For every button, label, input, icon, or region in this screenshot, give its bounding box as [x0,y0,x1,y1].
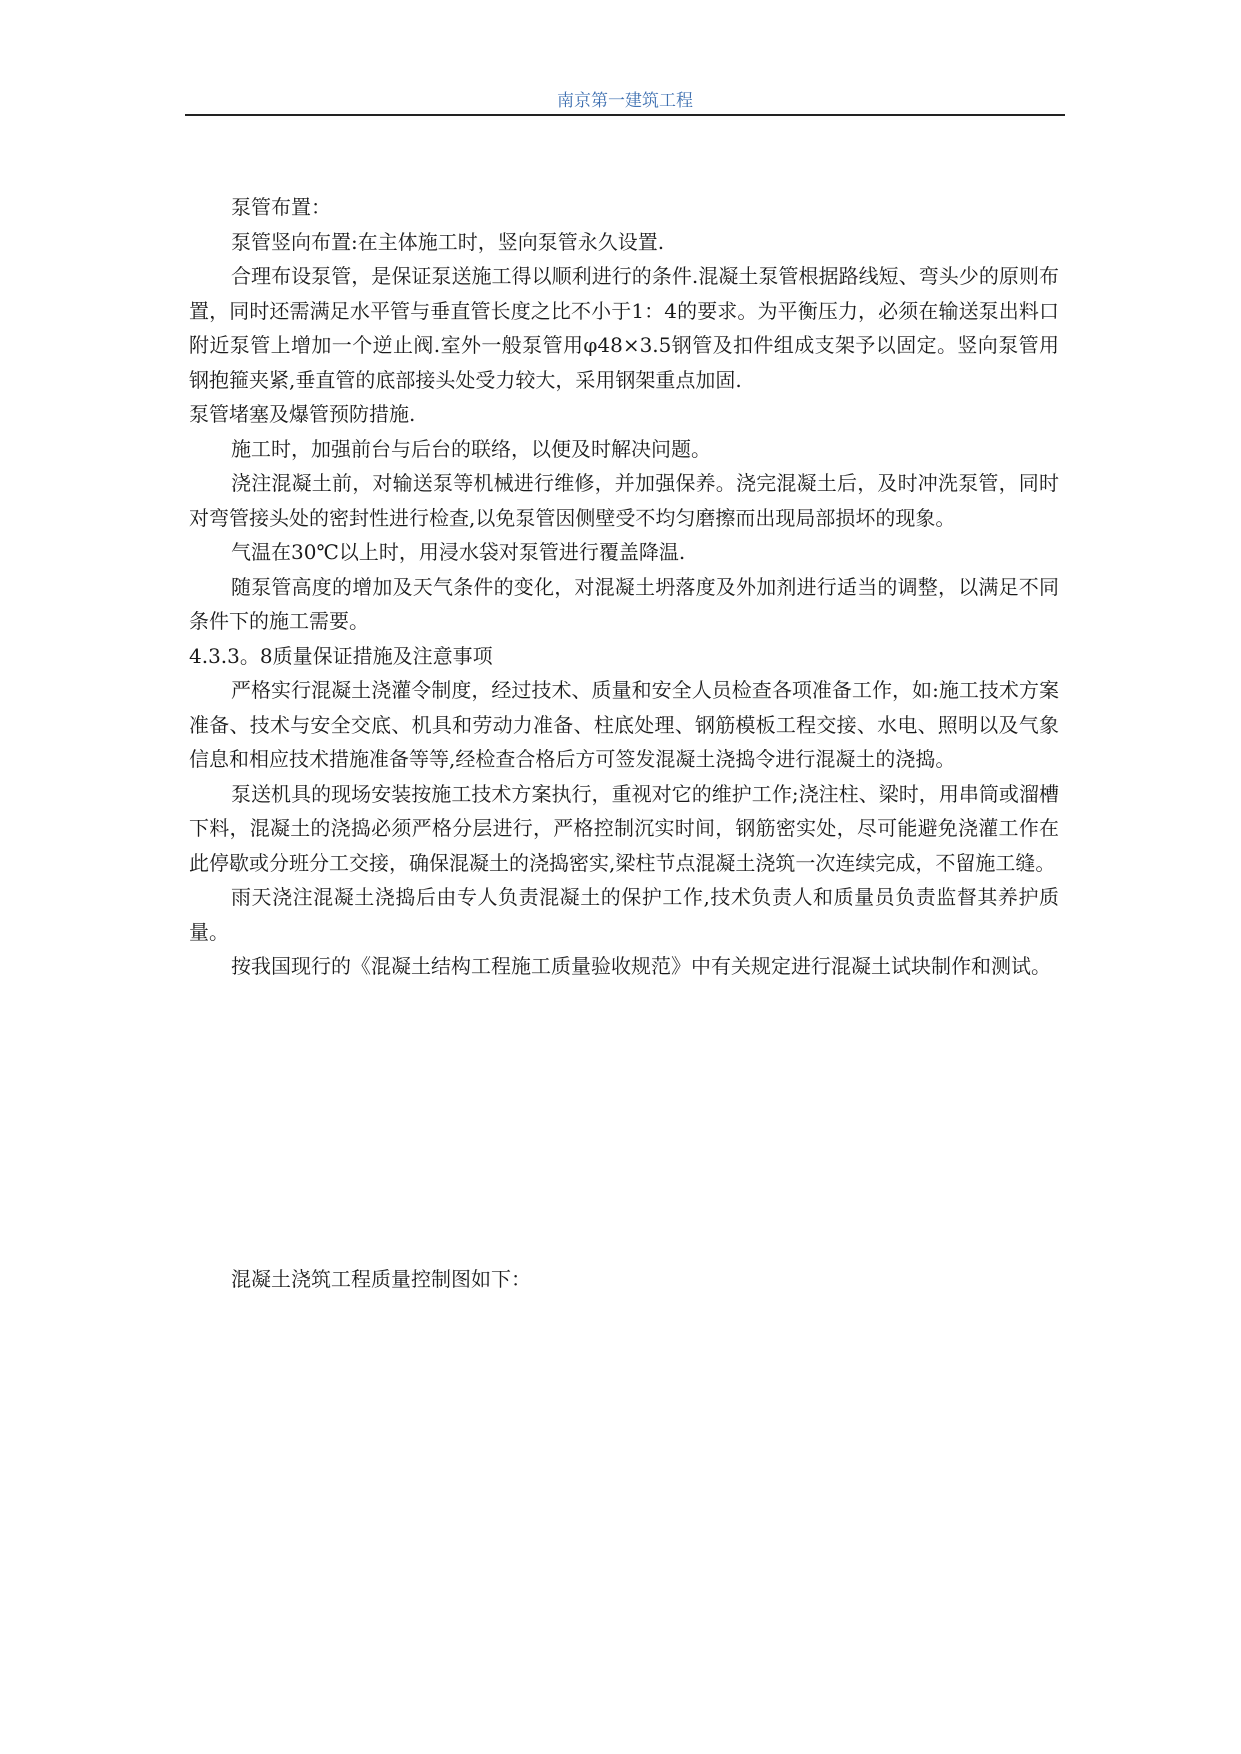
paragraph: 气温在30℃以上时，用浸水袋对泵管进行覆盖降温. [231,540,686,564]
paragraph: 严格实行混凝土浇灌令制度，经过技术、质量和安全人员检查各项准备工作，如:施工技术方案准备、技术与安全交底、机具和劳动力准备、柱底处理、钢筋模板工程交接、水电、照明以及气象信息和相应技术措施准备等等,经检查合格后方可签发混凝土浇捣令进行混凝土的浇捣。 [189,678,1059,771]
section-heading: 4.3.3。8质量保证措施及注意事项 [189,643,493,668]
paragraph: 浇注混凝土前，对输送泵等机械进行维修，并加强保养。浇完混凝土后，及时冲洗泵管，同时对弯管接头处的密封性进行检查,以免泵管因侧壁受不均匀磨擦而出现局部损坏的现象。 [189,471,1059,530]
paragraph: 随泵管高度的增加及天气条件的变化，对混凝土坍落度及外加剂进行适当的调整，以满足不同条件下的施工需要。 [189,574,1059,633]
paragraph: 泵送机具的现场安装按施工技术方案执行，重视对它的维护工作;浇注柱、梁时，用串筒或溜槽下料，混凝土的浇捣必须严格分层进行，严格控制沉实时间，钢筋密实处，尽可能避免浇灌工作在此停歇或分班分工交接，确保混凝土的浇捣密实,梁柱节点混凝土浇筑一次连续完成，不留施工缝。 [189,781,1059,875]
figure-intro-text: 混凝土浇筑工程质量控制图如下： [231,1267,531,1291]
page-header: 南京第一建筑工程 [557,91,693,111]
header-divider [185,114,1065,116]
paragraph: 雨天浇注混凝土浇捣后由专人负责混凝土的保护工作,技术负责人和质量员负责监督其养护质量。 [189,885,1059,944]
paragraph: 泵管竖向布置:在主体施工时，竖向泵管永久设置. [231,229,665,254]
paragraph: 施工时，加强前台与后台的联络，以便及时解决问题。 [231,436,711,461]
paragraph: 按我国现行的《混凝土结构工程施工质量验收规范》中有关规定进行混凝土试块制作和测试。 [231,954,1051,978]
paragraph: 泵管堵塞及爆管预防措施. [189,402,416,426]
document-body [189,190,1059,984]
paragraph: 泵管布置： [231,195,331,219]
paragraph: 合理布设泵管，是保证泵送施工得以顺利进行的条件.混凝土泵管根据路线短、弯头少的原则布置，同时还需满足水平管与垂直管长度之比不小于1：4的要求。为平衡压力，必须在输送泵出料口附近泵管上增加一个逆止阀.室外一般泵管用φ48×3.5钢管及扣件组成支架予以固定。竖向泵管用钢抱箍夹紧,垂直管的底部接头处受力较大，采用钢架重点加固. [189,264,1059,392]
